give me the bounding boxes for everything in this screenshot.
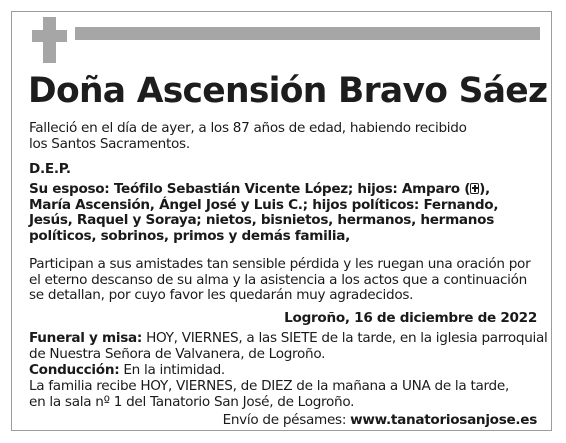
funeral-info <box>29 331 548 362</box>
condolences-link[interactable]: www.tanatoriosanjose.es <box>350 412 537 428</box>
cross-icon <box>32 17 67 63</box>
condolences-info <box>223 413 537 429</box>
place-date: Logroño, 16 de diciembre de 2022 <box>284 310 537 326</box>
family-line: Jesús, Raquel y Soraya; nietos, bisnietos, hermanos, hermanos <box>29 212 495 228</box>
family-line: políticos, sobrinos, primos y demás familia, <box>29 227 350 244</box>
conduction-label: Conducción: <box>29 362 120 378</box>
dep-label: D.E.P. <box>29 161 71 177</box>
condolences-label: Envío de pésames: <box>222 412 351 428</box>
wake-line: La familia recibe HOY, VIERNES, de DIEZ de la mañana a UNA de la tarde, <box>29 378 509 394</box>
family-list <box>29 182 498 244</box>
death-notice-line: Falleció en el día de ayer, a los 87 años de edad, habiendo recibido <box>29 120 467 136</box>
death-notice <box>29 121 467 152</box>
conduction-text: En la intimidad. <box>119 362 225 378</box>
cross-icon <box>470 183 479 194</box>
funeral-text: HOY, VIERNES, a las SIETE de la tarde, en la iglesia parroquial <box>142 330 548 346</box>
invitation-text <box>29 257 530 304</box>
family-line: María Ascensión, Ángel José y Luis C.; hijos políticos: Fernando, <box>29 196 499 213</box>
wake-line: en la sala nº 1 del Tanatorio San José, de Logroño. <box>29 393 355 410</box>
header-rule <box>75 27 540 40</box>
deceased-name: Doña Ascensión Bravo Sáez <box>28 71 548 111</box>
invitation-line: Participan a sus amistades tan sensible pérdida y les ruegan una oración por <box>29 256 531 272</box>
death-notice-line: los Santos Sacramentos. <box>29 135 190 152</box>
invitation-line: se detallan, por cuyo favor les quedarán muy agradecidos. <box>29 287 414 303</box>
conduction-info <box>29 363 225 379</box>
family-line: Su esposo: Teófilo Sebastián Vicente López; hijos: Amparo ( <box>29 181 471 197</box>
invitation-line: el eterno descanso de su alma y la asistencia a los actos que a continuación <box>29 271 527 288</box>
funeral-text: de Nuestra Señora de Valvanera, de Logroño. <box>29 345 326 362</box>
wake-info <box>29 379 509 410</box>
family-line-end: ), <box>479 181 490 197</box>
funeral-label: Funeral y misa: <box>29 330 143 346</box>
